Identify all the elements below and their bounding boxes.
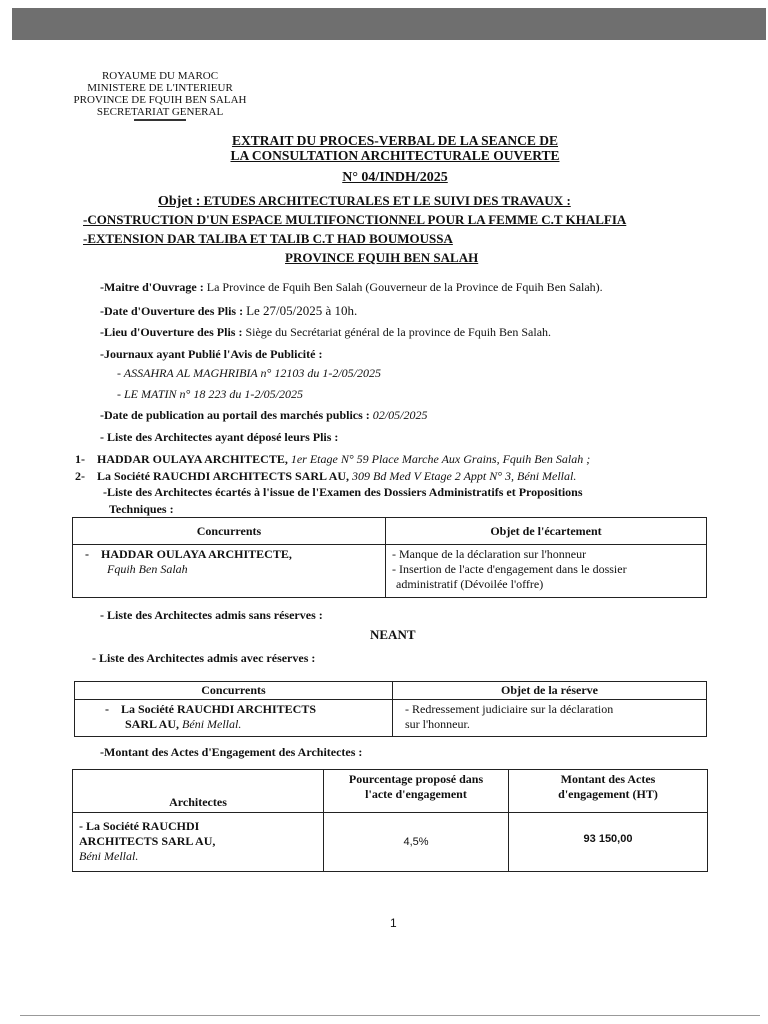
deposant-item (75, 452, 590, 467)
lieu-ouverture (100, 325, 551, 340)
reason-line: - Manque de la déclaration sur l'honneur (392, 547, 587, 561)
date-label: -Date d'Ouverture des Plis : (100, 304, 247, 318)
pourcentage-cell: 4,5% (324, 813, 509, 872)
col-pourcentage-line1: Pourcentage proposé dans (348, 772, 484, 786)
col-objet-reserve: Objet de la réserve (393, 682, 707, 700)
header-line-secretariat: SECRETARIAT GENERAL (96, 106, 224, 118)
table-header-row (75, 682, 707, 700)
objet-text: ETUDES ARCHITECTURALES ET LE SUIVI DES TRAVAUX : (200, 193, 571, 208)
col-objet-ecartement: Objet de l'écartement (386, 518, 707, 545)
liste-deposants-label: - Liste des Architectes ayant déposé leurs Plis : (100, 430, 339, 444)
objet-line3: -EXTENSION DAR TALIBA ET TALIB C.T HAD BOUMOUSSA (83, 231, 453, 246)
concurrent-name-cont: SARL AU, Béni Mellal. (125, 717, 242, 731)
reserve-cell (393, 700, 707, 737)
concurrent-cell (73, 545, 386, 598)
lieu-label: -Lieu d'Ouverture des Plis : (100, 325, 246, 339)
col-pourcentage-line2: l'acte d'engagement (365, 787, 467, 801)
deposant-item (75, 469, 576, 484)
architecte-cell (73, 813, 324, 872)
ecartes-heading: -Liste des Architectes écartés à l'issue de l'Examen des Dossiers Administratifs et Propositions (103, 485, 583, 499)
objet-line1 (158, 193, 571, 210)
reason-line: administratif (Dévoilée l'offre) (396, 577, 544, 591)
date-ouverture (100, 303, 357, 319)
date-value: Le 27/05/2025 à 10h. (246, 303, 358, 318)
table-row (73, 545, 707, 598)
montant-label: -Montant des Actes d'Engagement des Architectes : (100, 745, 363, 759)
concurrent-city: Fquih Ben Salah (107, 562, 188, 576)
concurrent-name: - La Société RAUCHDI ARCHITECTS (105, 702, 317, 716)
deposant-name: La Société RAUCHDI ARCHITECTS SARL AU, (97, 469, 350, 483)
architecte-name: - La Société RAUCHDI (79, 819, 200, 833)
header-separator (134, 119, 186, 123)
reserve-line: - Redressement judiciaire sur la déclaration (405, 702, 614, 716)
ecartes-heading-2: Techniques : (109, 502, 174, 516)
header-line-kingdom: ROYAUME DU MAROC (101, 70, 219, 82)
admis-sans-value: NEANT (370, 627, 416, 642)
header-line-province: PROVINCE DE FQUIH BEN SALAH (73, 94, 247, 106)
admis-avec-label: - Liste des Architectes admis avec réserves : (92, 651, 316, 665)
architecte-city: Béni Mellal. (79, 849, 139, 863)
deposant-address: 1er Etage N° 59 Place Marche Aux Grains, Fquih Ben Salah ; (287, 452, 591, 466)
portail-label: -Date de publication au portail des marchés publics : (100, 408, 373, 422)
journaux-label: -Journaux ayant Publié l'Avis de Publicité : (100, 347, 323, 361)
admis-sans-label: - Liste des Architectes admis sans réserves : (100, 608, 323, 622)
maitre-value: La Province de Fquih Ben Salah (Gouverneur de la Province de Fquih Ben Salah). (206, 280, 603, 294)
table-row (73, 813, 708, 872)
journal-assahra: - ASSAHRA AL MAGHRIBIA n° 12103 du 1-2/05/2025 (117, 366, 382, 380)
page-number: 1 (390, 916, 397, 930)
col-montant-line1: Montant des Actes (560, 772, 656, 786)
deposant-name: HADDAR OULAYA ARCHITECTE, (97, 452, 288, 466)
col-concurrents: Concurrents (75, 682, 393, 700)
deposant-num: 2- (75, 469, 85, 483)
table-header-row (73, 770, 708, 813)
reason-line: - Insertion de l'acte d'engagement dans le dossier (392, 562, 627, 576)
portail-value: 02/05/2025 (372, 408, 428, 422)
table-row (75, 700, 707, 737)
lieu-value: Siège du Secrétariat général de la province de Fquih Ben Salah. (245, 325, 552, 339)
concurrent-cell (75, 700, 393, 737)
col-montant (509, 770, 708, 813)
col-architectes: Architectes (73, 770, 324, 813)
bottom-edge-line (20, 1015, 760, 1016)
table-header-row (73, 518, 707, 545)
concurrent-name: - HADDAR OULAYA ARCHITECTE, (85, 547, 292, 561)
ministry-header (50, 70, 270, 123)
doc-number: N° 04/INDH/2025 (342, 170, 448, 185)
deposant-address: 309 Bd Med V Etage 2 Appt N° 3, Béni Mellal. (349, 469, 577, 483)
maitre-ouvrage (100, 280, 603, 295)
objet-line4: PROVINCE FQUIH BEN SALAH (285, 250, 479, 265)
reserves-table (74, 681, 707, 737)
portail-publication (100, 408, 427, 423)
objet-line2: -CONSTRUCTION D'UN ESPACE MULTIFONCTIONNEL POUR LA FEMME C.T KHALFIA (83, 212, 627, 227)
objet-label: Objet : (158, 194, 201, 209)
deposant-num: 1- (75, 452, 85, 466)
col-concurrents: Concurrents (73, 518, 386, 545)
ecartes-table (72, 517, 707, 598)
scan-top-bar (12, 8, 766, 40)
doc-title-line1: EXTRAIT DU PROCES-VERBAL DE LA SEANCE DE (231, 133, 559, 148)
architecte-name-cont: ARCHITECTS SARL AU, (79, 834, 216, 848)
montant-cell: 93 150,00 (509, 813, 708, 872)
montant-table (72, 769, 708, 872)
reserve-line: sur l'honneur. (405, 717, 470, 731)
journal-lematin: - LE MATIN n° 18 223 du 1-2/05/2025 (117, 387, 304, 401)
ecartement-reason-cell (386, 545, 707, 598)
col-montant-line2: d'engagement (HT) (558, 787, 658, 801)
maitre-label: -Maitre d'Ouvrage : (100, 280, 207, 294)
header-line-ministry: MINISTERE DE L'INTERIEUR (87, 82, 233, 94)
doc-title-line2: LA CONSULTATION ARCHITECTURALE OUVERTE (230, 148, 560, 163)
col-pourcentage (324, 770, 509, 813)
